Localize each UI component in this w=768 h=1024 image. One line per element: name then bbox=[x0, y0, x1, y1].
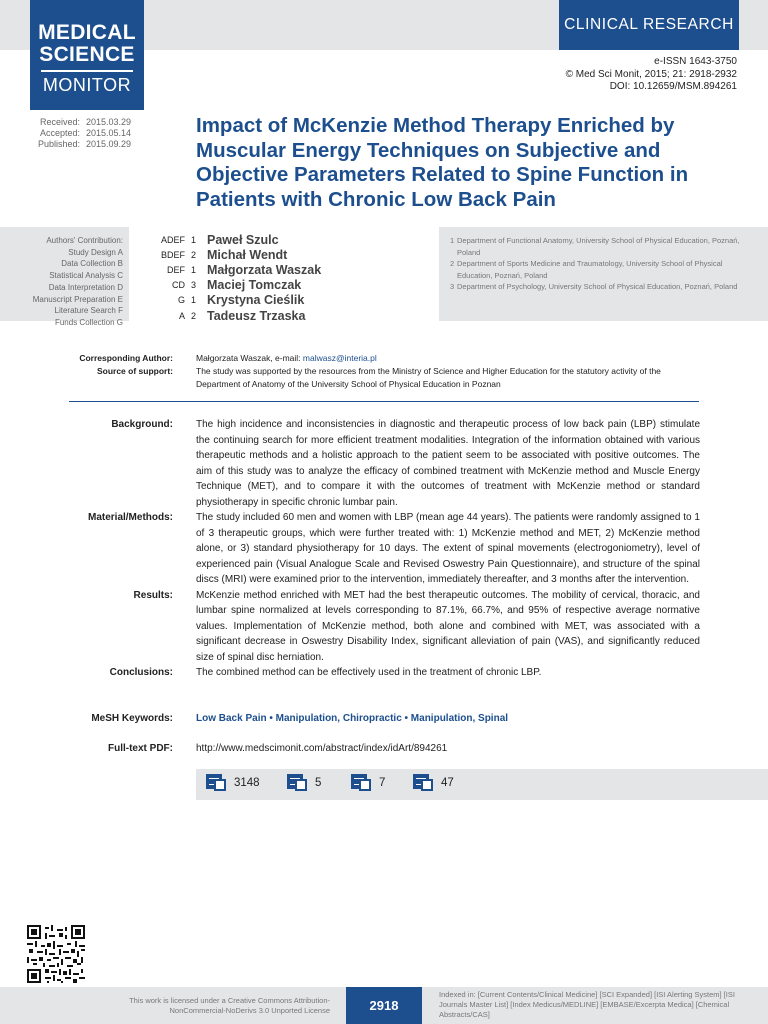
stat-words: 3148 bbox=[206, 774, 260, 791]
qr-code-icon bbox=[26, 925, 86, 983]
source-of-support: Source of support: The study was supported by the resources from the Ministry of Science and Higher Education for the statutory activity of the Department of Anatomy of the University School of Physical Education in Poznan bbox=[96, 366, 661, 389]
email-link[interactable]: malwasz@interia.pl bbox=[302, 353, 377, 363]
keyword-links[interactable]: Low Back Pain • Manipulation, Chiropractic • Manipulation, Spinal bbox=[196, 713, 509, 724]
license-text: This work is licensed under a Creative Commons Attribution-NonCommercial-NoDerivs 3.0 Unported License bbox=[129, 996, 330, 1015]
author-item: A 2 Tadeusz Trzaska bbox=[178, 308, 306, 323]
author-list bbox=[136, 232, 321, 323]
date-published: Published: 2015.09.29 bbox=[37, 139, 132, 149]
doi: DOI: 10.12659/MSM.894261 bbox=[609, 81, 737, 92]
journal-logo: MEDICAL SCIENCE MONITOR bbox=[30, 0, 144, 110]
corresponding-author: Corresponding Author: Małgorzata Waszak, e-mail: malwasz@interia.pl bbox=[79, 353, 377, 363]
mesh-keywords: MeSH Keywords: Low Back Pain • Manipulation, Chiropractic • Manipulation, Spinal bbox=[91, 713, 509, 724]
affiliation-item: 1 Department of Functional Anatomy, University School of Physical Education, Poznań, Poland bbox=[450, 236, 740, 257]
article-meta bbox=[566, 56, 737, 94]
stat-tables: 5 bbox=[287, 774, 321, 791]
contribution-legend: Authors' Contribution: Study Design A Data Collection B Statistical Analysis C Data Interpretation D Manuscript Preparation E Literature Search F Funds Collection G bbox=[32, 236, 123, 327]
section-label: CLINICAL RESEARCH bbox=[559, 0, 739, 50]
citation: © Med Sci Monit, 2015; 21: 2918-2932 bbox=[565, 68, 737, 80]
word-count-icon bbox=[206, 774, 228, 791]
abstract bbox=[0, 417, 768, 681]
fulltext-pdf: Full-text PDF: http://www.medscimonit.com/abstract/index/idArt/894261 bbox=[108, 743, 448, 754]
author-item: G 1 Krystyna Cieślik bbox=[177, 293, 305, 308]
author-item: BDEF 2 Michał Wendt bbox=[160, 247, 288, 262]
affiliation-item: 2 Department of Sports Medicine and Traumatology, University School of Physical Education, Poznań, Poland bbox=[450, 259, 723, 280]
date-received: Received: 2015.03.29 bbox=[39, 117, 132, 127]
abstract-results: Results: McKenzie method enriched with MET had the best therapeutic outcomes. The mobility of cervical, thoracic, and lumbar spine normalized at levels corresponding to 87.1%, 66.7%, and 95% of respective average normative values. Implementation of McKenzie method, both alone and combined with MET, was associated with a significant decrease in Oswestry Disability Index, significant alleviation of pain (VAS), and significantly reduced size of spinal disc herniation. bbox=[133, 589, 700, 663]
tables-icon bbox=[287, 774, 309, 791]
date-accepted: Accepted: 2015.05.14 bbox=[39, 128, 132, 138]
author-item: ADEF 1 Paweł Szulc bbox=[160, 232, 279, 247]
issn: e-ISSN 1643-3750 bbox=[654, 56, 737, 67]
affiliations bbox=[450, 235, 750, 293]
indexed-in: Indexed in: [Current Contents/Clinical Medicine] [SCI Expanded] [ISI Alerting System] [ISI Journals Master List] [Index Medicus/MEDLINE] [EMBASE/Excerpta Medica] [Chemical Abstracts/CAS] bbox=[439, 990, 735, 1019]
stat-references: 47 bbox=[413, 774, 454, 791]
article-dates bbox=[36, 117, 131, 150]
page-number: 2918 bbox=[346, 987, 422, 1024]
correspondence bbox=[0, 352, 768, 391]
author-item: DEF 1 Małgorzata Waszak bbox=[167, 262, 322, 277]
references-icon bbox=[413, 774, 435, 791]
abstract-background: Background: The high incidence and inconsistencies in diagnostic and therapeutic process of low back pain (LBP) stimulate the continuing search for more efficient treatment modalities. Integration of the information obtained with various therapeutic methods and a holistic approach to the patient seem to be associated with positive outcomes. The aim of this study was to analyze the efficacy of combined treatment with McKenzie method and Muscle Energy Technique (MET), and to compare it with the outcomes of treatment with McKenzie method or standard physiotherapy in specific chronic lumbar pain. bbox=[111, 419, 700, 508]
affiliation-item: 3 Department of Psychology, University School of Physical Education, Poznań, Poland bbox=[450, 282, 738, 291]
article-stats bbox=[196, 769, 768, 800]
article-title: Impact of McKenzie Method Therapy Enriched by Muscular Energy Techniques on Subjective and Objective Parameters Related to Spine Function in Patients with Chronic Low Back Pain bbox=[196, 114, 689, 211]
stat-figures: 7 bbox=[351, 774, 385, 791]
abstract-methods: Material/Methods: The study included 60 men and women with LBP (mean age 44 years). The patients were randomly assigned to 1 of 3 therapeutic groups, which were further treated with: 1) McKenzie method and MET, 2) McKenzie method alone, or 3) standard physiotherapy for 10 days. The extent of spinal movements (electrogoniometry), level of experienced pain (Visual Analogue Scale and Revised Oswestry Pain Questionnaire), and structure of the spinal discs (MRI) were examined prior to the intervention, immediately thereafter, and 3 months after the intervention. bbox=[87, 512, 700, 585]
fulltext-link[interactable]: http://www.medscimonit.com/abstract/index/idArt/894261 bbox=[196, 743, 448, 754]
author-item: CD 3 Maciej Tomczak bbox=[172, 278, 302, 293]
figures-icon bbox=[351, 774, 373, 791]
abstract-conclusions: Conclusions: The combined method can be effectively used in the treatment of chronic LBP. bbox=[109, 667, 542, 678]
divider bbox=[69, 401, 699, 402]
authors-band bbox=[0, 227, 768, 327]
